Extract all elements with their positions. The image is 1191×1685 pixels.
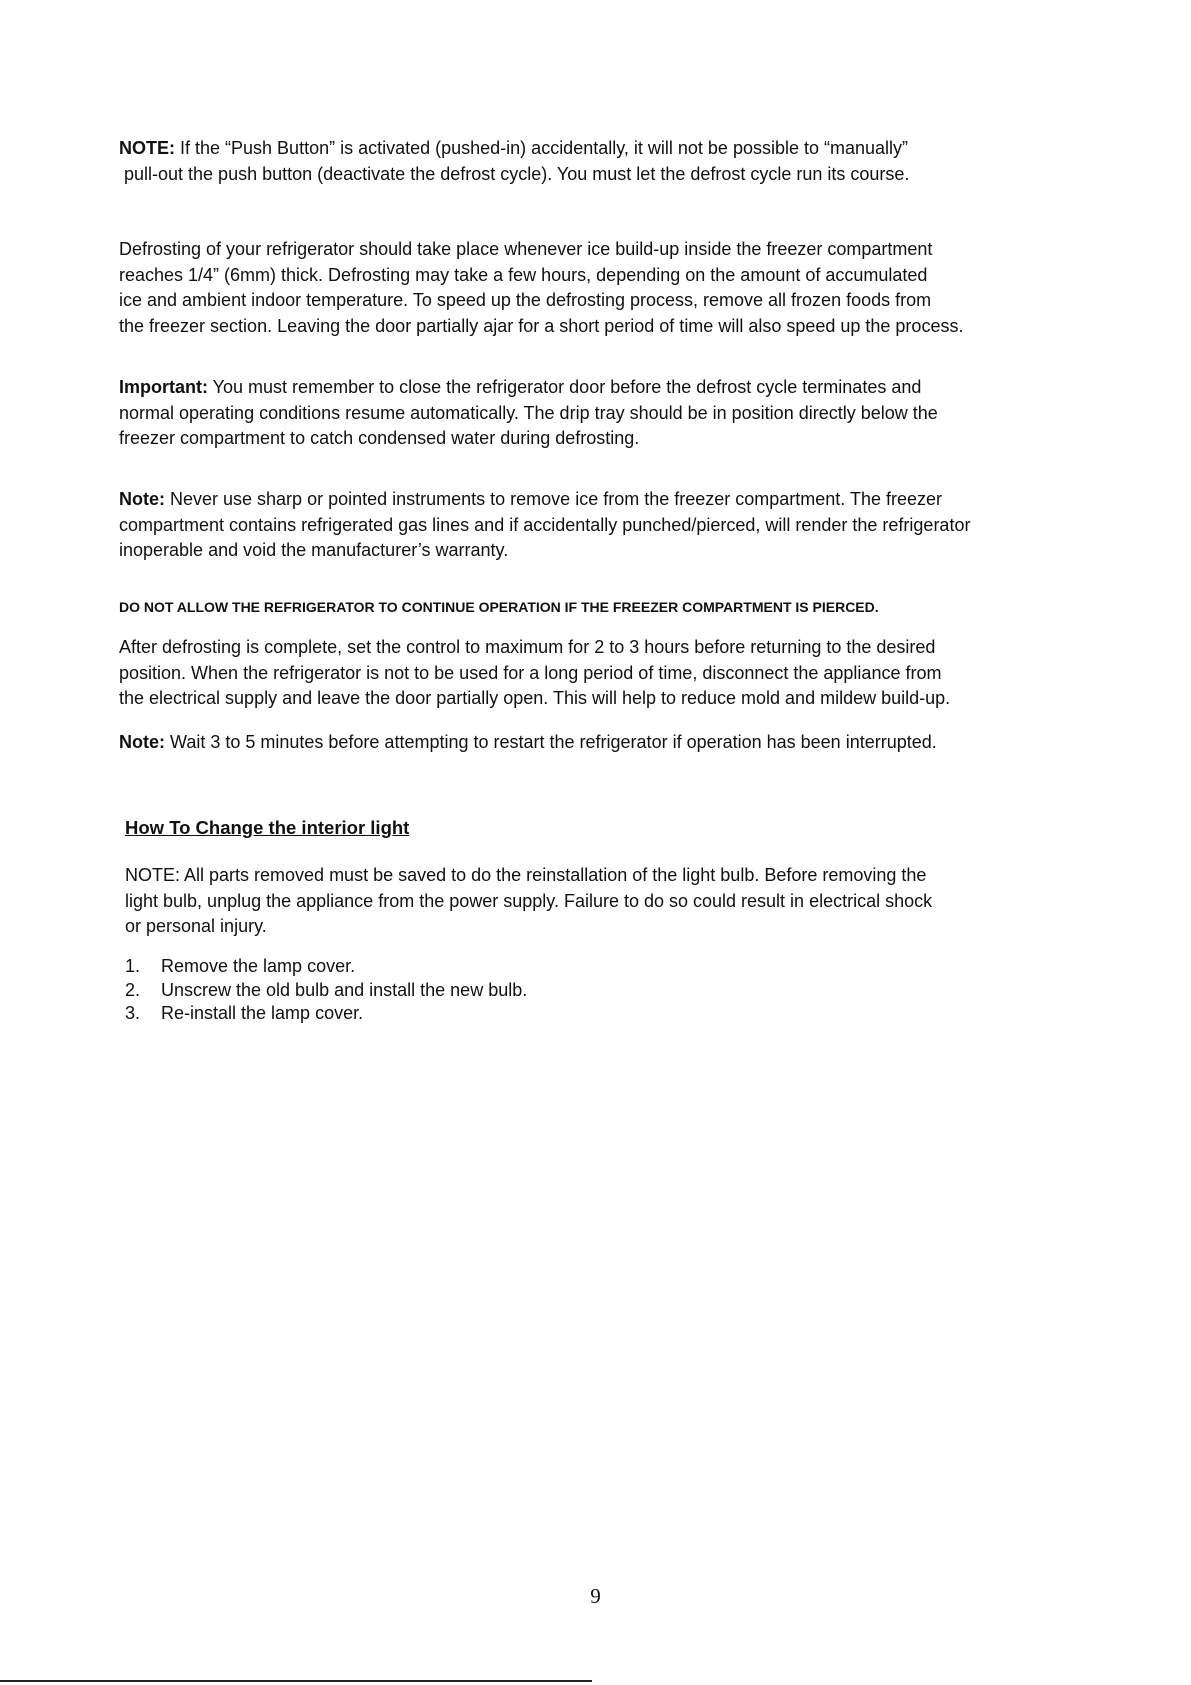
- push-button-note-line-1: NOTE: If the “Push Button” is activated (pushed-in) accidentally, it will not be possible to “manually”: [119, 138, 909, 158]
- bottom-divider: [0, 1680, 592, 1682]
- note-label: NOTE:: [119, 138, 175, 158]
- important-label: Important:: [119, 377, 208, 397]
- step-text: Remove the lamp cover.: [161, 956, 356, 976]
- restart-note-line-1: Note: Wait 3 to 5 minutes before attempting to restart the refrigerator if operation has been interrupted.: [119, 732, 937, 752]
- important-line-3: freezer compartment to catch condensed water during defrosting.: [119, 428, 640, 448]
- push-button-note: [119, 136, 1079, 187]
- list-item: [125, 1002, 527, 1026]
- important-line-2: normal operating conditions resume automatically. The drip tray should be in position directly below the: [119, 402, 938, 423]
- light-note-line-3: or personal injury.: [125, 916, 267, 936]
- pierced-warning: DO NOT ALLOW THE REFRIGERATOR TO CONTINUE OPERATION IF THE FREEZER COMPARTMENT IS PIERCED.: [119, 599, 879, 615]
- restart-note: [119, 730, 1079, 756]
- note-label: Note:: [119, 732, 165, 752]
- step-number: 1.: [125, 956, 141, 976]
- list-item: [125, 979, 527, 1003]
- defrosting-line-3: ice and ambient indoor temperature. To speed up the defrosting process, remove all frozen foods from: [119, 290, 932, 310]
- step-text: Unscrew the old bulb and install the new bulb.: [161, 979, 528, 1000]
- page-number: 9: [590, 1584, 601, 1608]
- push-button-note-line-2: pull-out the push button (deactivate the defrost cycle). You must let the defrost cycle run its course.: [124, 163, 910, 184]
- defrosting-paragraph: [119, 237, 1079, 339]
- light-change-steps: [125, 955, 527, 1026]
- step-number: 2.: [125, 979, 141, 1000]
- step-text: Re-install the lamp cover.: [161, 1003, 364, 1023]
- important-note: [119, 375, 1079, 452]
- light-note-line-1: NOTE: All parts removed must be saved to do the reinstallation of the light bulb. Before removing the: [125, 865, 927, 885]
- defrosting-line-1: Defrosting of your refrigerator should take place whenever ice build-up inside the freezer compartment: [119, 239, 933, 259]
- important-line-1: Important: You must remember to close the refrigerator door before the defrost cycle terminates and: [119, 377, 922, 397]
- sharp-note-line-3: inoperable and void the manufacturer’s warranty.: [119, 540, 509, 560]
- list-item: [125, 955, 527, 979]
- section-heading-interior-light: How To Change the interior light: [125, 817, 410, 838]
- sharp-instruments-note: [119, 487, 1079, 564]
- after-defrosting-line-2: position. When the refrigerator is not to be used for a long period of time, disconnect the appliance from: [119, 662, 942, 683]
- light-note-line-2: light bulb, unplug the appliance from the power supply. Failure to do so could result in electrical shock: [125, 890, 933, 911]
- defrosting-line-4: the freezer section. Leaving the door partially ajar for a short period of time will also speed up the process.: [119, 315, 964, 336]
- sharp-note-line-1: Note: Never use sharp or pointed instruments to remove ice from the freezer compartment. The freezer: [119, 489, 943, 509]
- after-defrosting-line-1: After defrosting is complete, set the control to maximum for 2 to 3 hours before returning to the desired: [119, 637, 936, 657]
- light-bulb-note: [125, 863, 1085, 940]
- note-label: Note:: [119, 489, 165, 509]
- after-defrosting-line-3: the electrical supply and leave the door partially open. This will help to reduce mold and mildew build-up.: [119, 688, 951, 708]
- after-defrosting-paragraph: [119, 635, 1079, 712]
- step-number: 3.: [125, 1003, 141, 1023]
- defrosting-line-2: reaches 1/4” (6mm) thick. Defrosting may take a few hours, depending on the amount of accumulated: [119, 264, 928, 285]
- sharp-note-line-2: compartment contains refrigerated gas lines and if accidentally punched/pierced, will render the refrigerator: [119, 514, 971, 535]
